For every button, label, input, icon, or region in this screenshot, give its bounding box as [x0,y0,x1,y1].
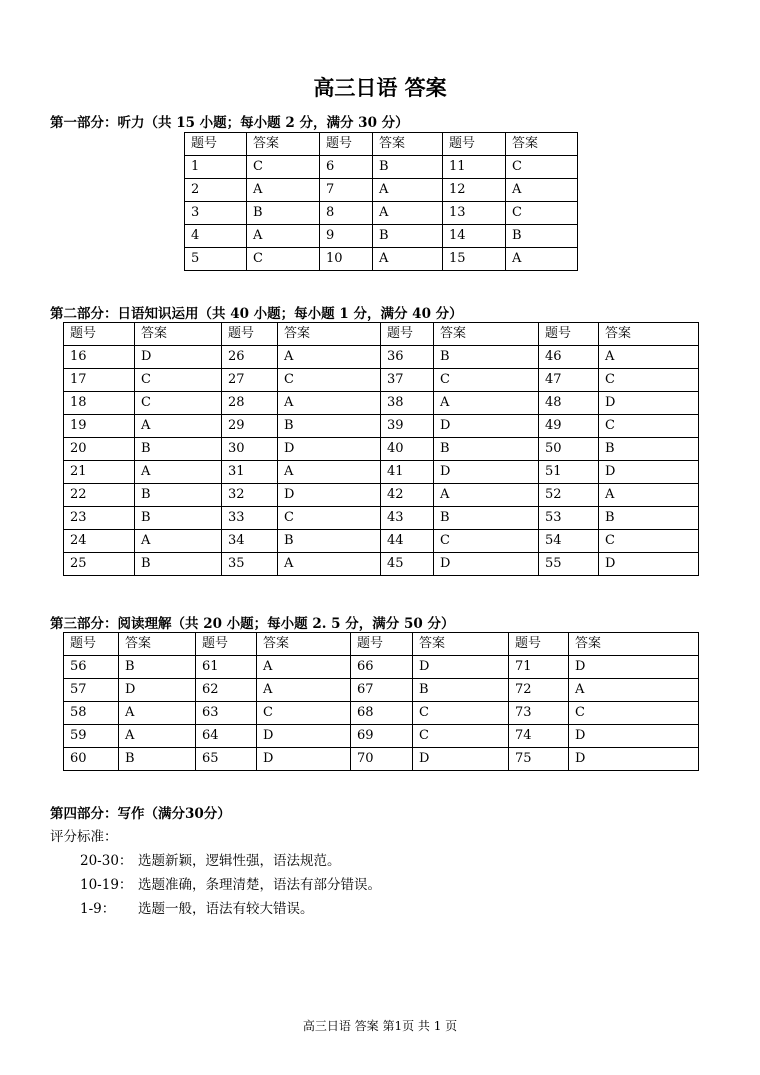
answer-cell: C [247,156,320,179]
question-number-cell: 21 [64,461,135,484]
question-number-cell: 61 [196,656,257,679]
question-number-cell: 43 [381,507,434,530]
question-number-cell: 8 [320,202,373,225]
part1-answer-table [184,132,578,271]
answer-cell: D [257,725,351,748]
answer-cell: C [135,369,222,392]
question-number-cell: 33 [222,507,278,530]
answer-cell: D [599,553,699,576]
table-row [64,392,699,415]
question-number-cell: 38 [381,392,434,415]
answer-cell: B [135,553,222,576]
answer-cell: B [278,530,381,553]
table-row [64,748,699,771]
answer-cell: D [434,461,539,484]
answer-cell: C [278,507,381,530]
table-row [185,179,578,202]
header-answer: 答案 [413,633,509,656]
table-row [64,702,699,725]
answer-cell: B [434,346,539,369]
question-number-cell: 27 [222,369,278,392]
question-number-cell: 10 [320,248,373,271]
header-question-number: 题号 [64,323,135,346]
answer-cell: D [135,346,222,369]
answer-cell: A [135,415,222,438]
table-header-row [64,323,699,346]
criteria-text: 选题新颖，逻辑性强，语法规范。 [138,853,341,869]
criteria-text: 选题准确，条理清楚，语法有部分错误。 [138,877,381,893]
question-number-cell: 19 [64,415,135,438]
answer-cell: A [373,248,443,271]
answer-cell: B [247,202,320,225]
answer-cell: D [569,656,699,679]
question-number-cell: 20 [64,438,135,461]
question-number-cell: 28 [222,392,278,415]
question-number-cell: 42 [381,484,434,507]
question-number-cell: 9 [320,225,373,248]
question-number-cell: 47 [539,369,599,392]
question-number-cell: 13 [443,202,506,225]
question-number-cell: 30 [222,438,278,461]
answer-cell: B [506,225,578,248]
question-number-cell: 4 [185,225,247,248]
answer-cell: D [569,725,699,748]
answer-cell: B [119,748,196,771]
answer-cell: A [257,656,351,679]
answer-cell: A [257,679,351,702]
header-question-number: 题号 [509,633,569,656]
question-number-cell: 65 [196,748,257,771]
criteria-label: 评分标准： [50,829,118,845]
answer-cell: D [278,484,381,507]
header-answer: 答案 [434,323,539,346]
header-question-number: 题号 [222,323,278,346]
question-number-cell: 68 [351,702,413,725]
question-number-cell: 44 [381,530,434,553]
answer-cell: C [135,392,222,415]
question-number-cell: 72 [509,679,569,702]
question-number-cell: 48 [539,392,599,415]
answer-cell: B [599,507,699,530]
question-number-cell: 15 [443,248,506,271]
question-number-cell: 54 [539,530,599,553]
answer-cell: A [373,179,443,202]
answer-cell: B [373,225,443,248]
question-number-cell: 12 [443,179,506,202]
question-number-cell: 51 [539,461,599,484]
question-number-cell: 60 [64,748,119,771]
table-row [64,461,699,484]
part2-answer-table [63,322,699,576]
question-number-cell: 56 [64,656,119,679]
header-answer: 答案 [373,133,443,156]
part2-heading: 第二部分：日语知识运用（共 40 小题；每小题 1 分，满分 40 分） [50,306,463,322]
answer-cell: B [599,438,699,461]
question-number-cell: 3 [185,202,247,225]
header-question-number: 题号 [351,633,413,656]
question-number-cell: 22 [64,484,135,507]
header-answer: 答案 [278,323,381,346]
table-row [185,202,578,225]
page-footer: 高三日语 答案 第1页 共 1 页 [302,1019,458,1033]
question-number-cell: 24 [64,530,135,553]
page-title: 高三日语 答案 [313,76,447,100]
header-answer: 答案 [599,323,699,346]
question-number-cell: 31 [222,461,278,484]
answer-cell: B [135,484,222,507]
answer-cell: C [434,530,539,553]
answer-cell: A [278,461,381,484]
answer-cell: C [257,702,351,725]
answer-cell: A [119,702,196,725]
answer-cell: C [434,369,539,392]
question-number-cell: 49 [539,415,599,438]
criteria-item [80,897,314,917]
answer-cell: A [434,484,539,507]
question-number-cell: 66 [351,656,413,679]
answer-cell: D [278,438,381,461]
question-number-cell: 73 [509,702,569,725]
question-number-cell: 5 [185,248,247,271]
answer-cell: B [373,156,443,179]
answer-cell: B [119,656,196,679]
answer-cell: D [434,415,539,438]
header-answer: 答案 [247,133,320,156]
table-header-row [185,133,578,156]
table-row [64,530,699,553]
answer-cell: A [434,392,539,415]
table-row [64,507,699,530]
question-number-cell: 52 [539,484,599,507]
question-number-cell: 6 [320,156,373,179]
table-row [64,725,699,748]
answer-cell: A [599,346,699,369]
question-number-cell: 40 [381,438,434,461]
question-number-cell: 32 [222,484,278,507]
criteria-text: 选题一般，语法有较大错误。 [138,901,314,917]
question-number-cell: 45 [381,553,434,576]
header-question-number: 题号 [443,133,506,156]
header-question-number: 题号 [381,323,434,346]
criteria-range: 1-9： [80,901,116,917]
criteria-item [80,849,341,869]
answer-cell: A [569,679,699,702]
answer-cell: B [135,438,222,461]
answer-cell: A [119,725,196,748]
answer-cell: B [413,679,509,702]
criteria-range: 20-30： [80,853,133,869]
question-number-cell: 57 [64,679,119,702]
answer-cell: D [569,748,699,771]
header-answer: 答案 [257,633,351,656]
answer-cell: B [135,507,222,530]
answer-cell: C [278,369,381,392]
question-number-cell: 71 [509,656,569,679]
table-row [64,346,699,369]
question-number-cell: 63 [196,702,257,725]
table-row [185,156,578,179]
answer-cell: B [278,415,381,438]
question-number-cell: 55 [539,553,599,576]
part1-heading: 第一部分：听力（共 15 小题；每小题 2 分，满分 30 分） [50,115,409,131]
table-row [64,553,699,576]
answer-cell: D [413,748,509,771]
question-number-cell: 74 [509,725,569,748]
answer-cell: C [247,248,320,271]
answer-cell: A [506,248,578,271]
question-number-cell: 2 [185,179,247,202]
table-row [64,438,699,461]
question-number-cell: 25 [64,553,135,576]
answer-cell: D [599,461,699,484]
answer-cell: A [278,346,381,369]
part3-answer-table [63,632,699,771]
question-number-cell: 46 [539,346,599,369]
question-number-cell: 62 [196,679,257,702]
question-number-cell: 37 [381,369,434,392]
question-number-cell: 64 [196,725,257,748]
answer-cell: C [599,530,699,553]
question-number-cell: 34 [222,530,278,553]
part3-heading: 第三部分：阅读理解（共 20 小题；每小题 2. 5 分，满分 50 分） [50,616,455,632]
question-number-cell: 41 [381,461,434,484]
question-number-cell: 58 [64,702,119,725]
table-row [64,484,699,507]
table-row [185,248,578,271]
question-number-cell: 35 [222,553,278,576]
answer-cell: A [247,225,320,248]
answer-cell: A [135,461,222,484]
answer-cell: D [119,679,196,702]
answer-cell: C [413,702,509,725]
answer-cell: D [599,392,699,415]
question-number-cell: 23 [64,507,135,530]
header-answer: 答案 [506,133,578,156]
answer-cell: C [599,369,699,392]
answer-cell: C [506,156,578,179]
table-row [64,415,699,438]
answer-cell: D [257,748,351,771]
question-number-cell: 26 [222,346,278,369]
answer-cell: A [599,484,699,507]
question-number-cell: 1 [185,156,247,179]
table-row [64,369,699,392]
question-number-cell: 69 [351,725,413,748]
question-number-cell: 53 [539,507,599,530]
criteria-range: 10-19： [80,877,133,893]
answer-cell: A [278,392,381,415]
answer-cell: A [135,530,222,553]
question-number-cell: 16 [64,346,135,369]
answer-cell: A [247,179,320,202]
table-row [185,225,578,248]
answer-cell: C [599,415,699,438]
question-number-cell: 59 [64,725,119,748]
answer-cell: C [413,725,509,748]
answer-cell: D [413,656,509,679]
question-number-cell: 50 [539,438,599,461]
answer-cell: A [373,202,443,225]
question-number-cell: 29 [222,415,278,438]
question-number-cell: 18 [64,392,135,415]
question-number-cell: 75 [509,748,569,771]
criteria-item [80,873,381,893]
answer-cell: C [506,202,578,225]
question-number-cell: 17 [64,369,135,392]
table-header-row [64,633,699,656]
answer-cell: C [569,702,699,725]
question-number-cell: 70 [351,748,413,771]
header-question-number: 题号 [196,633,257,656]
question-number-cell: 11 [443,156,506,179]
header-answer: 答案 [135,323,222,346]
answer-cell: A [506,179,578,202]
answer-cell: B [434,507,539,530]
question-number-cell: 39 [381,415,434,438]
header-answer: 答案 [569,633,699,656]
table-row [64,656,699,679]
question-number-cell: 7 [320,179,373,202]
question-number-cell: 36 [381,346,434,369]
part4-heading: 第四部分：写作（满分30分） [50,806,231,822]
header-answer: 答案 [119,633,196,656]
table-row [64,679,699,702]
answer-cell: A [278,553,381,576]
header-question-number: 题号 [320,133,373,156]
header-question-number: 题号 [185,133,247,156]
question-number-cell: 67 [351,679,413,702]
header-question-number: 题号 [64,633,119,656]
question-number-cell: 14 [443,225,506,248]
header-question-number: 题号 [539,323,599,346]
answer-cell: B [434,438,539,461]
answer-cell: D [434,553,539,576]
